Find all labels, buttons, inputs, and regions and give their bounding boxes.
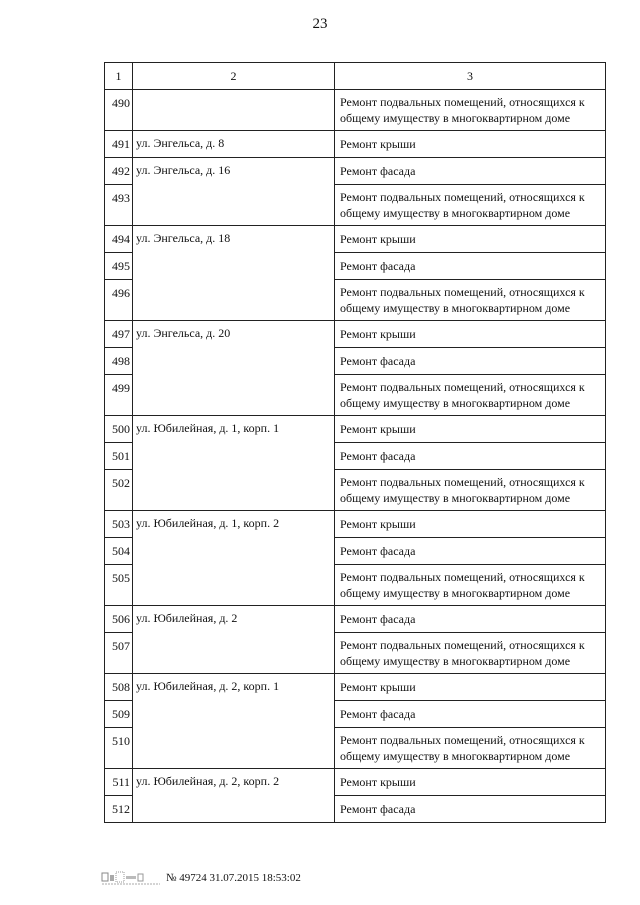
row-number: 507: [105, 633, 133, 674]
table-body: [105, 63, 606, 823]
row-number: 512: [105, 796, 133, 823]
work-type-cell: Ремонт крыши: [335, 674, 606, 701]
row-number: 495: [105, 253, 133, 280]
document-datetime: 31.07.2015 18:53:02: [209, 872, 301, 884]
row-number: 510: [105, 728, 133, 769]
table-row: [105, 131, 606, 158]
row-number: 496: [105, 280, 133, 321]
work-type-cell: Ремонт фасада: [335, 253, 606, 280]
table-row: [105, 226, 606, 253]
work-type-cell: Ремонт фасада: [335, 796, 606, 823]
work-type-cell: Ремонт фасада: [335, 443, 606, 470]
row-number: 504: [105, 538, 133, 565]
work-type-cell: Ремонт фасада: [335, 701, 606, 728]
table-row: [105, 674, 606, 701]
row-number: 511: [105, 769, 133, 796]
row-number: 492: [105, 158, 133, 185]
row-number: 497: [105, 321, 133, 348]
row-number: 494: [105, 226, 133, 253]
header-col-2: 2: [133, 63, 335, 90]
electronic-signature-stamp-icon: [100, 870, 162, 886]
work-type-cell: Ремонт фасада: [335, 348, 606, 375]
work-type-cell: Ремонт крыши: [335, 416, 606, 443]
table-row: [105, 321, 606, 348]
address-cell: ул. Юбилейная, д. 1, корп. 1: [133, 416, 335, 511]
header-col-1: 1: [105, 63, 133, 90]
work-type-cell: Ремонт крыши: [335, 226, 606, 253]
address-cell: ул. Юбилейная, д. 2, корп. 1: [133, 674, 335, 769]
row-number: 490: [105, 90, 133, 131]
table-row: [105, 606, 606, 633]
header-col-3: 3: [335, 63, 606, 90]
row-number: 499: [105, 375, 133, 416]
row-number: 498: [105, 348, 133, 375]
table-row: [105, 416, 606, 443]
row-number: 493: [105, 185, 133, 226]
work-type-cell: Ремонт крыши: [335, 321, 606, 348]
address-cell: [133, 90, 335, 131]
address-cell: ул. Юбилейная, д. 2, корп. 2: [133, 769, 335, 823]
work-type-cell: Ремонт подвальных помещений, относящихся к общему имуществу в многоквартирном доме: [335, 565, 606, 606]
row-number: 491: [105, 131, 133, 158]
address-cell: ул. Энгельса, д. 16: [133, 158, 335, 226]
work-type-cell: Ремонт подвальных помещений, относящихся к общему имуществу в многоквартирном доме: [335, 90, 606, 131]
address-cell: ул. Энгельса, д. 20: [133, 321, 335, 416]
registry-table: [104, 62, 606, 823]
work-type-cell: Ремонт крыши: [335, 769, 606, 796]
work-type-cell: Ремонт подвальных помещений, относящихся к общему имуществу в многоквартирном доме: [335, 470, 606, 511]
work-type-cell: Ремонт крыши: [335, 131, 606, 158]
row-number: 506: [105, 606, 133, 633]
address-cell: ул. Энгельса, д. 18: [133, 226, 335, 321]
row-number: 501: [105, 443, 133, 470]
work-type-cell: Ремонт фасада: [335, 606, 606, 633]
row-number: 502: [105, 470, 133, 511]
page-number: 23: [312, 16, 328, 32]
work-type-cell: Ремонт подвальных помещений, относящихся к общему имуществу в многоквартирном доме: [335, 728, 606, 769]
work-type-cell: Ремонт крыши: [335, 511, 606, 538]
row-number: 500: [105, 416, 133, 443]
row-number: 505: [105, 565, 133, 606]
address-cell: ул. Юбилейная, д. 2: [133, 606, 335, 674]
table-row: [105, 90, 606, 131]
work-type-cell: Ремонт фасада: [335, 158, 606, 185]
address-cell: ул. Энгельса, д. 8: [133, 131, 335, 158]
address-cell: ул. Юбилейная, д. 1, корп. 2: [133, 511, 335, 606]
row-number: 503: [105, 511, 133, 538]
row-number: 509: [105, 701, 133, 728]
table-row: [105, 769, 606, 796]
row-number: 508: [105, 674, 133, 701]
work-type-cell: Ремонт подвальных помещений, относящихся к общему имуществу в многоквартирном доме: [335, 375, 606, 416]
work-type-cell: Ремонт подвальных помещений, относящихся к общему имуществу в многоквартирном доме: [335, 185, 606, 226]
work-type-cell: Ремонт фасада: [335, 538, 606, 565]
table-row: [105, 511, 606, 538]
document-number: № 49724: [166, 872, 207, 884]
work-type-cell: Ремонт подвальных помещений, относящихся к общему имуществу в многоквартирном доме: [335, 633, 606, 674]
table-header-row: [105, 63, 606, 90]
footer: [100, 870, 301, 886]
table-row: [105, 158, 606, 185]
work-type-cell: Ремонт подвальных помещений, относящихся к общему имуществу в многоквартирном доме: [335, 280, 606, 321]
